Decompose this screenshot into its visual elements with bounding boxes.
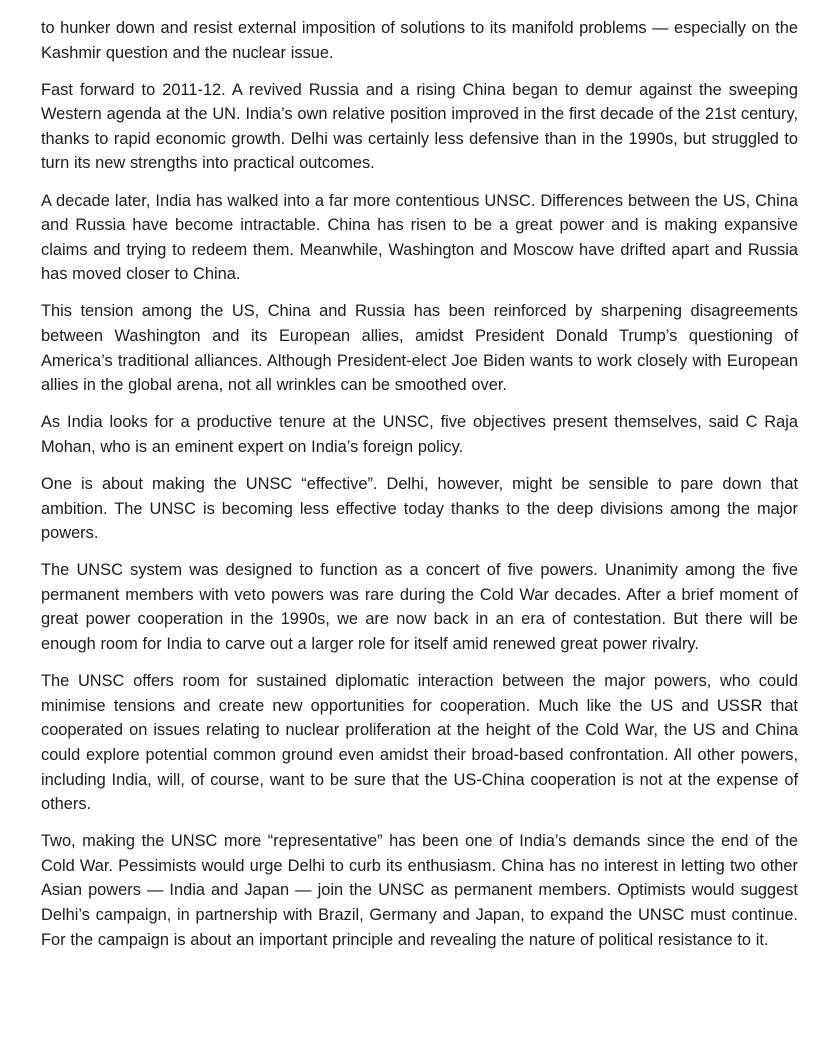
paragraph-4: This tension among the US, China and Russia has been reinforced by sharpening disagreements between Washington and its European allies, amidst President Donald Trump’s questioning of America’s traditional alliances. Although President-elect Joe Biden wants to work closely with European allies in the global arena, not all wrinkles can be smoothed over. — [41, 302, 798, 395]
paragraph-8: The UNSC offers room for sustained diplomatic interaction between the major powers, who could minimise tensions and create new opportunities for cooperation. Much like the US and USSR that cooperated on issues relating to nuclear proliferation at the height of the Cold War, the US and China could explore potential common ground even amidst their broad-based confrontation. All other powers, including India, will, of course, want to be sure that the US-China cooperation is not at the expense of others. — [41, 672, 798, 814]
paragraph-7: The UNSC system was designed to function as a concert of five powers. Unanimity among the five permanent members with veto powers was rare during the Cold War decades. After a brief moment of great power cooperation in the 1990s, we are now back in an era of contestation. But there will be enough room for India to carve out a larger role for itself amid renewed great power rivalry. — [41, 561, 798, 654]
paragraph-9: Two, making the UNSC more “representative” has been one of India’s demands since the end of the Cold War. Pessimists would urge Delhi to curb its enthusiasm. China has no interest in letting two other Asian powers — India and Japan — join the UNSC as permanent members. Optimists would suggest Delhi’s campaign, in partnership with Brazil, Germany and Japan, to expand the UNSC must continue. For the campaign is about an important principle and revealing the nature of political resistance to it. — [41, 832, 798, 949]
paragraph-2: Fast forward to 2011-12. A revived Russia and a rising China began to demur against the sweeping Western agenda at the UN. India’s own relative position improved in the first decade of the 21st century, thanks to rapid economic growth. Delhi was certainly less defensive than in the 1990s, but struggled to turn its new strengths into practical outcomes. — [41, 80, 798, 173]
paragraph-5: As India looks for a productive tenure at the UNSC, five objectives present themselves, said C Raja Mohan, who is an eminent expert on India’s foreign policy. — [41, 413, 798, 456]
paragraph-3: A decade later, India has walked into a far more contentious UNSC. Differences between the US, China and Russia have become intractable. China has risen to be a great power and is making expansive claims and trying to redeem them. Meanwhile, Washington and Moscow have drifted apart and Russia has moved closer to China. — [41, 191, 798, 284]
paragraph-6: One is about making the UNSC “effective”. Delhi, however, might be sensible to pare down that ambition. The UNSC is becoming less effective today thanks to the deep divisions among the major powers. — [41, 475, 798, 543]
paragraph-1: to hunker down and resist external imposition of solutions to its manifold problems — especially on the Kashmir question and the nuclear issue. — [41, 19, 798, 62]
